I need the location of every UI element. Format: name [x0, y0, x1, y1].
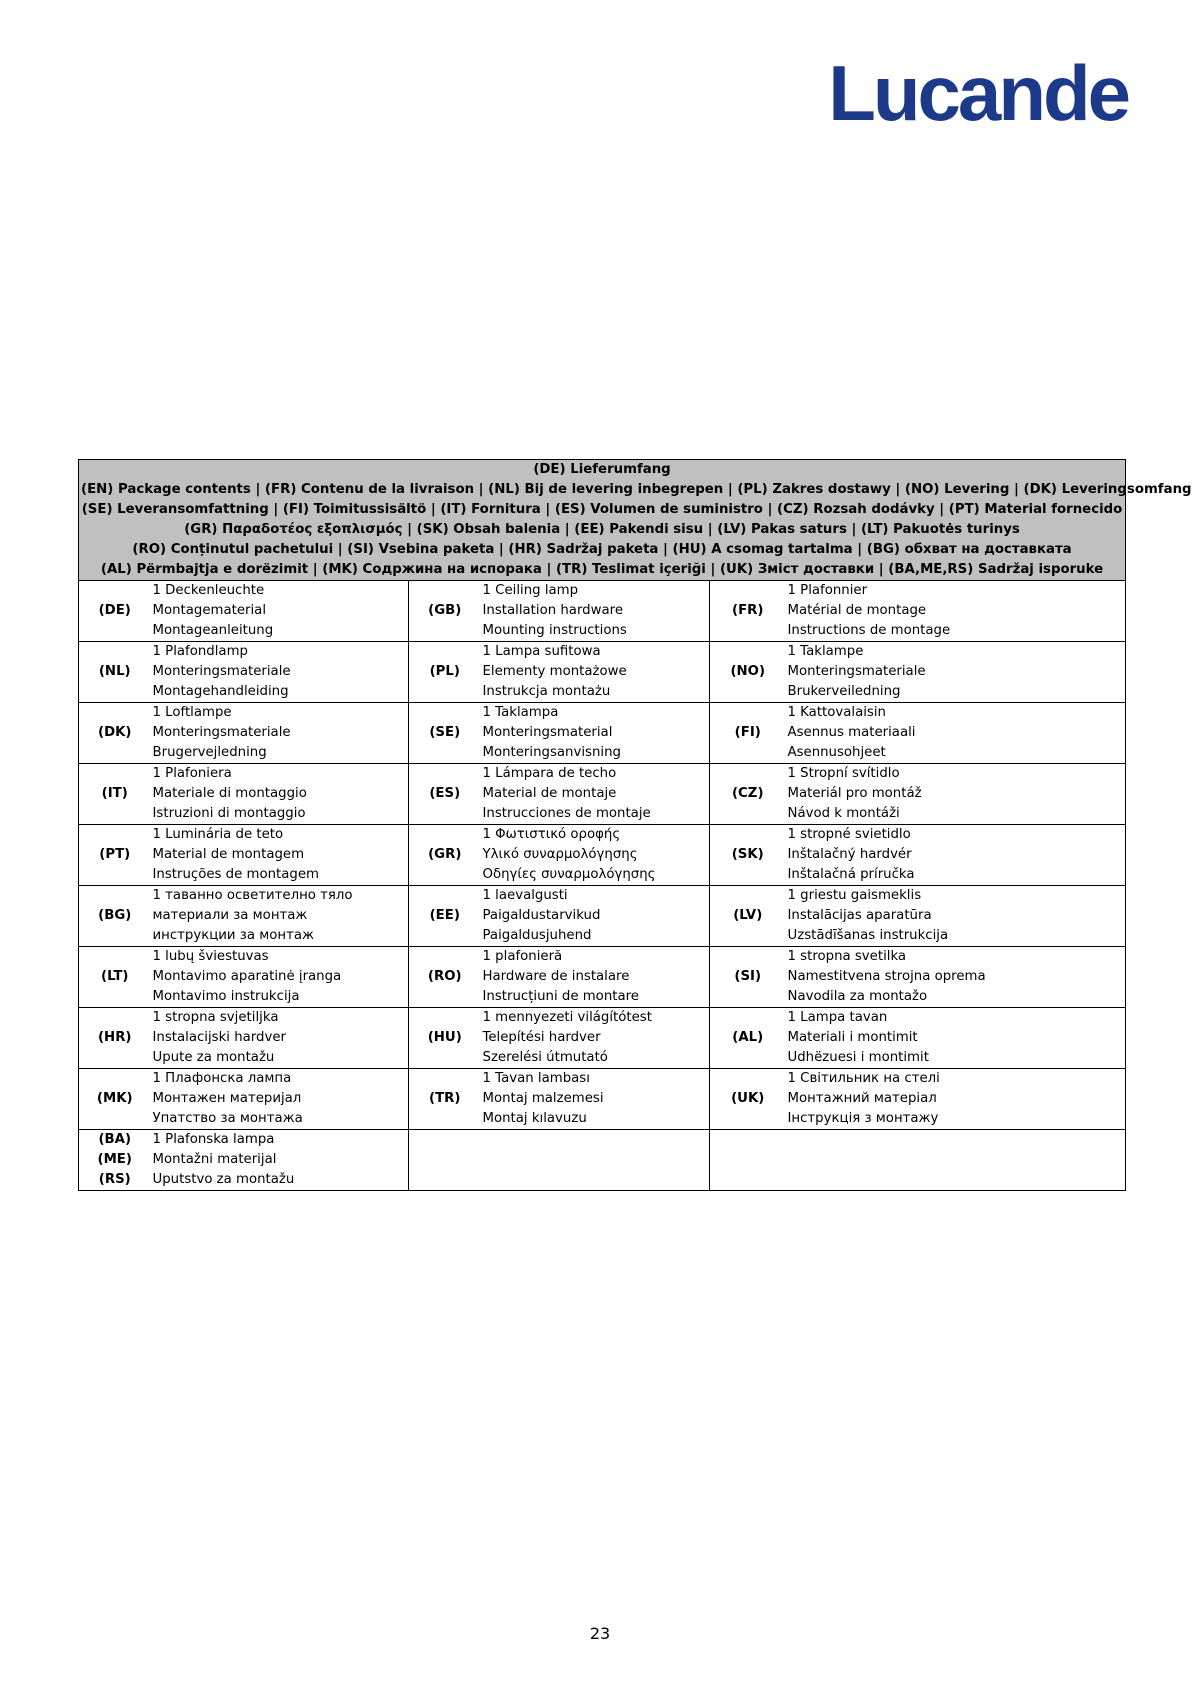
- item-list: [481, 581, 710, 642]
- table-row: [79, 825, 1126, 886]
- language-code: (LV): [710, 886, 786, 947]
- language-code-line: (ME): [97, 1152, 132, 1167]
- item-line: Montažni materijal: [152, 1152, 277, 1167]
- item-line: Instalacijski hardver: [152, 1030, 286, 1045]
- item-line: Materiale di montaggio: [152, 786, 307, 801]
- item-line: 1 Luminária de teto: [152, 827, 284, 842]
- item-line: Material de montaje: [482, 786, 617, 801]
- item-line: Namestitvena strojna oprema: [787, 969, 986, 984]
- language-code: (BG): [79, 886, 151, 947]
- language-code: (DK): [79, 703, 151, 764]
- item-line: Monteringsmateriale: [152, 725, 291, 740]
- item-line: Mounting instructions: [482, 623, 627, 638]
- table-row: [79, 947, 1126, 1008]
- item-line: 1 таванно осветително тяло: [152, 888, 353, 903]
- item-line: 1 Світильник на стелі: [787, 1071, 940, 1086]
- item-line: Instructions de montage: [787, 623, 951, 638]
- item-line: Materiali i montimit: [787, 1030, 918, 1045]
- item-line: 1 Deckenleuchte: [152, 583, 265, 598]
- package-contents-table: [78, 459, 1192, 1191]
- item-line: 1 griestu gaismeklis: [787, 888, 922, 903]
- page-number: 23: [589, 1624, 611, 1643]
- item-list: [786, 642, 1126, 703]
- item-line: Szerelési útmutató: [482, 1050, 608, 1065]
- item-list: [151, 825, 409, 886]
- item-line: Οδηγίες συναρμολόγησης: [482, 867, 656, 882]
- item-list: [786, 764, 1126, 825]
- item-line: Matérial de montage: [787, 603, 927, 618]
- table-header: [79, 460, 1192, 581]
- item-line: Telepítési hardver: [482, 1030, 601, 1045]
- item-line: 1 Φωτιστικό οροφής: [482, 827, 621, 842]
- item-list: [151, 703, 409, 764]
- table-row: [79, 764, 1126, 825]
- item-line: Istruzioni di montaggio: [152, 806, 306, 821]
- item-line: 1 Lampa sufitowa: [482, 644, 601, 659]
- item-line: Installation hardware: [482, 603, 624, 618]
- item-list: [151, 642, 409, 703]
- item-list: [481, 703, 710, 764]
- header-line: (RO) Conținutul pachetului | (SI) Vsebina paketa | (HR) Sadržaj paketa | (HU) A csomag tartalma | (BG) обхват на доставката: [132, 542, 1072, 557]
- item-line: Paigaldustarvikud: [482, 908, 601, 923]
- table-body: [79, 581, 1126, 1191]
- item-line: 1 stropné svietidlo: [787, 827, 911, 842]
- table-row: [79, 886, 1126, 947]
- item-list: [786, 581, 1126, 642]
- item-line: Instrucțiuni de montare: [482, 989, 639, 1004]
- language-code: (MK): [79, 1069, 151, 1130]
- item-line: 1 stropna svetilka: [787, 949, 907, 964]
- language-code: (NO): [710, 642, 786, 703]
- language-code: (TR): [409, 1069, 481, 1130]
- item-line: 1 Stropní svítidlo: [787, 766, 900, 781]
- item-line: Монтажний матеріал: [787, 1091, 937, 1106]
- item-list: [481, 764, 710, 825]
- item-line: Material de montagem: [152, 847, 305, 862]
- lucande-logo: Lucande: [828, 49, 1128, 137]
- item-line: Instrucciones de montaje: [482, 806, 651, 821]
- item-line: 1 laevalgusti: [482, 888, 568, 903]
- item-line: Uputstvo za montažu: [152, 1172, 295, 1187]
- language-code: (DE): [79, 581, 151, 642]
- item-list: [786, 1130, 1126, 1191]
- item-line: 1 Taklampa: [482, 705, 559, 720]
- item-line: материали за монтаж: [152, 908, 308, 923]
- item-line: Інструкція з монтажу: [787, 1111, 939, 1126]
- item-list: [481, 642, 710, 703]
- item-line: Instruções de montagem: [152, 867, 319, 882]
- item-line: Materiál pro montáž: [787, 786, 922, 801]
- item-list: [151, 947, 409, 1008]
- language-code: (EE): [409, 886, 481, 947]
- header-line: (SE) Leveransomfattning | (FI) Toimitussisältö | (IT) Fornitura | (ES) Volumen de suministro | (CZ) Rozsah dodávky | (PT) Material fornecido: [81, 502, 1123, 517]
- item-list: [786, 947, 1126, 1008]
- item-list: [786, 825, 1126, 886]
- item-line: Instrukcja montażu: [482, 684, 611, 699]
- language-code: (FR): [710, 581, 786, 642]
- item-line: Asennusohjeet: [787, 745, 886, 760]
- item-line: Monteringsmaterial: [482, 725, 613, 740]
- item-list: [481, 1008, 710, 1069]
- item-line: 1 stropna svjetiljka: [152, 1010, 279, 1025]
- item-line: 1 Plafonnier: [787, 583, 868, 598]
- item-line: Monteringsmateriale: [787, 664, 926, 679]
- item-line: инструкции за монтаж: [152, 928, 314, 943]
- header-line: (DE) Lieferumfang: [533, 462, 671, 477]
- item-line: Upute za montažu: [152, 1050, 275, 1065]
- item-line: Uzstādīšanas instrukcija: [787, 928, 949, 943]
- language-code: (FI): [710, 703, 786, 764]
- language-code-line: (BA): [98, 1132, 132, 1147]
- language-code: (CZ): [710, 764, 786, 825]
- language-code: [409, 1130, 481, 1191]
- item-line: Υλικό συναρμολόγησης: [482, 847, 638, 862]
- item-list: [481, 825, 710, 886]
- item-line: Asennus materiaali: [787, 725, 916, 740]
- item-line: Inštalačný hardvér: [787, 847, 912, 862]
- item-line: Inštalačná príručka: [787, 867, 915, 882]
- item-line: Montavimo instrukcija: [152, 989, 300, 1004]
- language-code: [79, 1130, 151, 1191]
- language-code: (IT): [79, 764, 151, 825]
- item-line: Brugervejledning: [152, 745, 267, 760]
- language-code: (PT): [79, 825, 151, 886]
- language-code: (SI): [710, 947, 786, 1008]
- item-list: [786, 703, 1126, 764]
- item-line: 1 plafonieră: [482, 949, 563, 964]
- item-list: [151, 581, 409, 642]
- table-row: [79, 1069, 1126, 1130]
- item-line: 1 lubų šviestuvas: [152, 949, 269, 964]
- language-code: (GR): [409, 825, 481, 886]
- item-line: Montaj malzemesi: [482, 1091, 604, 1106]
- item-line: Montagehandleiding: [152, 684, 289, 699]
- item-line: Monteringsmateriale: [152, 664, 291, 679]
- item-line: Brukerveiledning: [787, 684, 901, 699]
- item-line: Paigaldusjuhend: [482, 928, 592, 943]
- language-code: (HR): [79, 1008, 151, 1069]
- table-row: [79, 581, 1126, 642]
- item-line: 1 Plafoniera: [152, 766, 232, 781]
- language-code: (ES): [409, 764, 481, 825]
- header-line: (AL) Përmbajtja e dorëzimit | (MK) Содржина на испорака | (TR) Teslimat içeriği | (UK) Зміст доставки | (BA,ME,RS) Sadržaj isporuke: [100, 562, 1104, 577]
- item-list: [481, 1069, 710, 1130]
- item-line: Navodila za montažo: [787, 989, 928, 1004]
- language-code: (GB): [409, 581, 481, 642]
- item-list: [481, 1130, 710, 1191]
- item-line: 1 Tavan lambası: [482, 1071, 590, 1086]
- item-line: Monteringsanvisning: [482, 745, 621, 760]
- table-row: [79, 1008, 1126, 1069]
- language-code: (UK): [710, 1069, 786, 1130]
- header-line: (EN) Package contents | (FR) Contenu de la livraison | (NL) Bij de levering inbegrepen | (PL) Zakres dostawy | (NO) Levering | (DK) Leveringsomfang: [81, 482, 1192, 497]
- item-line: 1 mennyezeti világítótest: [482, 1010, 652, 1025]
- language-code: (SE): [409, 703, 481, 764]
- language-code: [710, 1130, 786, 1191]
- item-line: 1 Ceiling lamp: [482, 583, 579, 598]
- item-line: Elementy montażowe: [482, 664, 627, 679]
- item-line: 1 Lampa tavan: [787, 1010, 888, 1025]
- item-line: 1 Kattovalaisin: [787, 705, 886, 720]
- item-list: [151, 1008, 409, 1069]
- language-code: (NL): [79, 642, 151, 703]
- item-line: Montaj kılavuzu: [482, 1111, 587, 1126]
- item-line: 1 Loftlampe: [152, 705, 232, 720]
- item-list: [481, 947, 710, 1008]
- header-line: (GR) Παραδοτέος εξοπλισμός | (SK) Obsah balenia | (EE) Pakendi sisu | (LV) Pakas saturs | (LT) Pakuotės turinys: [184, 522, 1020, 537]
- item-list: [151, 764, 409, 825]
- item-list: [786, 886, 1126, 947]
- language-code: (HU): [409, 1008, 481, 1069]
- language-code: (PL): [409, 642, 481, 703]
- item-line: Udhëzuesi i montimit: [787, 1050, 929, 1065]
- item-line: 1 Taklampe: [787, 644, 864, 659]
- item-line: 1 Lámpara de techo: [482, 766, 617, 781]
- item-line: Упатство за монтажа: [152, 1111, 303, 1126]
- item-line: 1 Plafonska lampa: [152, 1132, 275, 1147]
- item-line: Montagematerial: [152, 603, 267, 618]
- item-line: Instalācijas aparatūra: [787, 908, 932, 923]
- table-row: [79, 642, 1126, 703]
- item-line: Montageanleitung: [152, 623, 274, 638]
- item-line: Hardware de instalare: [482, 969, 630, 984]
- item-line: Návod k montáži: [787, 806, 900, 821]
- language-code: (AL): [710, 1008, 786, 1069]
- item-list: [151, 1069, 409, 1130]
- item-list: [481, 886, 710, 947]
- item-list: [151, 886, 409, 947]
- item-line: 1 Plafondlamp: [152, 644, 248, 659]
- language-code-line: (RS): [98, 1172, 131, 1187]
- item-line: Монтажен материјал: [152, 1091, 302, 1106]
- table-row: [79, 1130, 1126, 1191]
- item-line: Montavimo aparatinė įranga: [152, 969, 342, 984]
- language-code: (RO): [409, 947, 481, 1008]
- language-code: (LT): [79, 947, 151, 1008]
- table-row: [79, 703, 1126, 764]
- item-line: 1 Плафонска лампа: [152, 1071, 292, 1086]
- item-list: [786, 1008, 1126, 1069]
- language-code: (SK): [710, 825, 786, 886]
- item-list: [151, 1130, 409, 1191]
- item-list: [786, 1069, 1126, 1130]
